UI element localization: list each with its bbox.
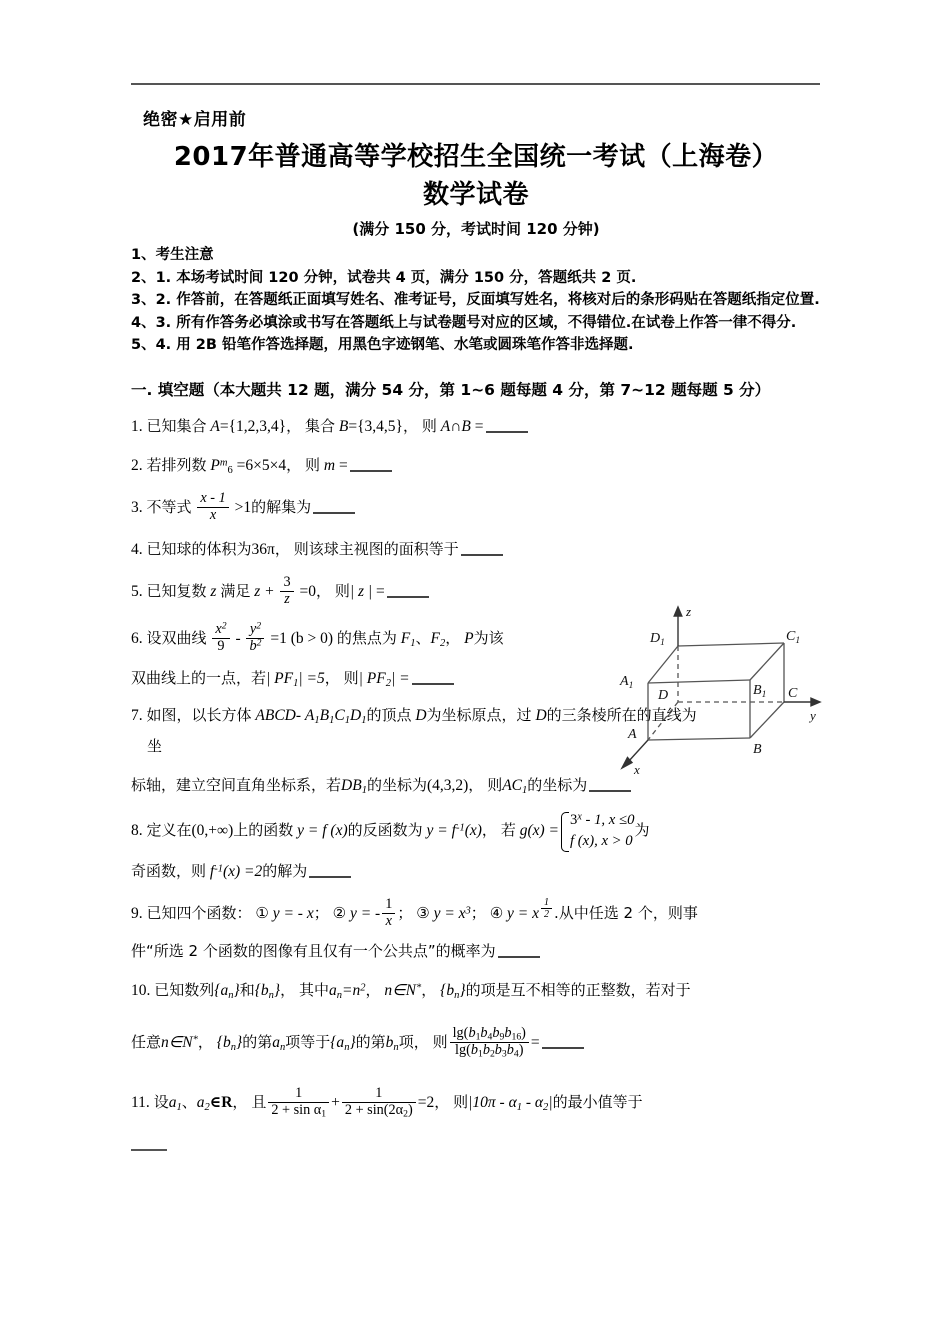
notice-item [131, 244, 821, 267]
q9-tail: .从中任选 2 个，则事 [553, 903, 698, 922]
q7-dash: - [295, 706, 302, 724]
q11-and: 且 [251, 1092, 267, 1111]
q8-line2-lead: 奇函数，则 [131, 861, 207, 880]
q6-answer-blank[interactable] [412, 683, 454, 685]
q4-number: 4. [131, 540, 143, 558]
q7-solid-abcd: ABCD [255, 706, 296, 724]
notice-text: 考生注意 [155, 247, 214, 263]
q7-lead: 如图，以长方体 [146, 705, 252, 724]
label-a1: $A_1$ [620, 674, 634, 691]
edge-c1-b1 [750, 643, 784, 680]
q11-equals-2: =2 [417, 1093, 435, 1111]
q6-minus: - [235, 629, 241, 647]
q7-ac1: $AC_1$ [502, 776, 528, 796]
q8-function: y = f (x) [297, 821, 348, 839]
q6-line2-then: 则 [343, 668, 359, 687]
q7-mid: 的顶点 [366, 705, 412, 724]
q11-fraction-1 [268, 1086, 329, 1119]
question-10: 10. 已知数列$\{a_n\}$和$\{b_n\}$， 其中$a_n=n^2$， n∈N*， $\{b_n\}$的项是互不相等的正整数，若对于 [131, 980, 691, 1001]
q1-number: 1. [131, 417, 143, 435]
notice-item [131, 289, 821, 312]
q8-piecewise-cases [559, 810, 634, 853]
edge-b-c [750, 702, 784, 738]
q9-item-3-marker: ③ [416, 903, 430, 922]
question-1: 1. 已知集合 A={1,2,3,4}， 集合 B={3,4,5}， 则 A∩B = [131, 409, 821, 444]
q1-set-b-var: B [338, 417, 349, 435]
q11-tail: 的最小值等于 [552, 1092, 643, 1111]
q2-answer-blank[interactable] [350, 470, 392, 472]
q8-mid-c: 若 [500, 820, 516, 839]
axis-x-line [628, 740, 648, 762]
q5-variable: z [210, 582, 217, 600]
q1-set-a-var: A [210, 417, 220, 435]
q9-answer-blank[interactable] [498, 956, 540, 958]
q8-case-1: 3$^x$ - 1, x ≤0 [570, 811, 635, 828]
q9-item-1-marker: ① [255, 903, 269, 922]
section-heading-fill-in-blanks: 一. 填空题（本大题共 12 题，满分 54 分，第 1~6 题每题 4 分，第 7~12 题每题 5 分） [131, 380, 771, 399]
q7-answer-blank[interactable] [589, 790, 631, 792]
q2-permutation-sup: m [219, 456, 228, 468]
q8-domain: (0,+∞) [191, 821, 234, 839]
q3-fraction-numerator: x - 1 [200, 489, 226, 506]
q6-focus-1: $F_1$ [400, 629, 416, 649]
q10-line2-n-in-natural: n∈N* [161, 1033, 198, 1051]
q5-number: 5. [131, 582, 143, 600]
q6-number: 6. [131, 629, 143, 647]
q1-set-b-value: ={3,4,5} [348, 417, 403, 435]
notice-lead: 2、 [131, 269, 156, 286]
q7-line2-tail: 的坐标为 [527, 775, 588, 794]
q6-lead: 设双曲线 [146, 628, 207, 647]
q5-text-a: 已知复数 [146, 581, 207, 600]
edge-d1-c1 [678, 643, 784, 646]
q10-line2-e: 项， [398, 1032, 429, 1051]
q3-tail: 的解集为 [251, 497, 312, 516]
q11-fraction-2 [342, 1086, 416, 1119]
q7-tail: 的三条棱所在的直线为 [546, 705, 697, 724]
notice-item [131, 312, 821, 335]
q2-permutation-symbol: P [210, 456, 220, 474]
cuboid-svg [608, 598, 830, 778]
question-8-line2 [131, 854, 821, 889]
q7-db1: $DB_1$ [341, 776, 367, 796]
q10-number: 10. [131, 981, 151, 999]
q9-item-3: $y = x^3$ [433, 904, 471, 922]
q8-lead: 定义在 [146, 820, 192, 839]
edge-a1-b1 [648, 680, 750, 683]
q9-item-2-fraction [382, 897, 395, 930]
q10-equals: = [530, 1033, 540, 1051]
question-8: 8. 定义在(0,+∞)上的函数 y = f (x)的反函数为 $y = f^{-1}(x)$， 若 g(x) = $3^x - 1$, x ≤0 f (x), x > 0 为 [131, 807, 821, 854]
edge-d1-a1 [648, 646, 678, 683]
q8-mid-a: 上的函数 [233, 820, 294, 839]
q9-item-2-denominator: x [382, 913, 395, 930]
q6-point-p: P [464, 629, 474, 647]
q6-tail: 为该 [473, 628, 504, 647]
notice-item [131, 334, 821, 357]
q10-line2-then: 则 [432, 1032, 448, 1051]
q5-answer-blank[interactable] [387, 596, 429, 598]
header-divider [131, 83, 820, 85]
candidate-notice-list [131, 244, 821, 357]
q5-then: 则 [334, 581, 350, 600]
notice-lead: 1、 [131, 247, 156, 263]
q10-line2-c: 项等于 [285, 1032, 331, 1051]
q8-case-2: f (x), x > 0 [570, 832, 633, 849]
q5-fraction-denominator: z [280, 591, 293, 608]
q11-then: 则 [453, 1092, 469, 1111]
label-axis-x: x [634, 762, 640, 777]
label-axis-z: z [686, 604, 692, 619]
q5-fraction [280, 575, 293, 608]
exam-score-time-note: (满分 150 分，考试时间 120 分钟) [352, 220, 600, 238]
question-2: 2. 若排列数 $P^m_6 =6\times 5\times 4$， 则 m = [131, 448, 821, 483]
q11-a2: $a_2$ [196, 1093, 210, 1113]
q10-log-fraction [450, 1026, 529, 1059]
q1-equals: = [474, 417, 484, 435]
q11-in-reals: ∈R [209, 1093, 233, 1111]
q2-variable: m [323, 456, 336, 474]
notice-lead: 4、 [131, 314, 156, 331]
q8-inverse-function: $y = f^{-1}(x)$ [426, 821, 482, 839]
secret-notice: 绝密★启用前 [143, 110, 247, 130]
q6-pf2: | $PF_2|$ = [358, 669, 410, 689]
q7-number: 7. [131, 706, 143, 724]
q5-absolute-value: | z | [349, 582, 373, 600]
q7-line2-lead: 标轴，建立空间直角坐标系，若 [131, 775, 342, 794]
q11-a1: $a_1$ [168, 1093, 182, 1113]
q10-line2-sequence-a: $\{a_n\}$ [330, 1033, 356, 1053]
question-9: 9. 已知四个函数： ① y = - x； ② y = - $\frac{1}{x}$ ； ③ $y = x^3$； ④ y = x $^{\frac{1}{2}}$ .从中任选 2 个，则事 [131, 895, 698, 929]
q6-fraction-1-denominator: 9 [212, 638, 229, 655]
q10-an-definition: $a_n=n^2$ [329, 981, 366, 1001]
q9-number: 9. [131, 904, 143, 922]
page-subtitle: 数学试卷 [422, 180, 529, 210]
q3-fraction-denominator: x [197, 507, 228, 524]
q8-number: 8. [131, 821, 143, 839]
question-4: 4. 已知球的体积为36π， 则该球主视图的面积等于 [131, 532, 821, 567]
q11-absolute-expression: $|10\pi - \alpha_1 - \alpha_2|$ [468, 1093, 553, 1113]
q10-and: 和 [239, 980, 255, 999]
q8-line2-b: 的解为 [262, 861, 308, 880]
q1-set-a-value: ={1,2,3,4} [219, 417, 287, 435]
question-11: 11. 设$a_1$、$a_2\in R$， 且 $\frac{1}{2 + \sin \alpha_1}$ + $\frac{1}{2 + \sin(2\alpha_2)}$ =2， 则$|10\pi - \alpha_1 - \alpha_2|$的最小值等于 [131, 1084, 643, 1120]
q4-text-b: 则该球主视图的面积等于 [293, 539, 459, 558]
q11-dun: 、 [181, 1092, 197, 1111]
q1-mid: 集合 [305, 416, 336, 435]
q10-line2-an: $a_n$ [272, 1033, 286, 1053]
q6-focus-2: $F_2$ [430, 629, 446, 649]
question-7-line2: 标轴，建立空间直角坐标系，若$DB_1$的坐标为(4,3,2)， 则$AC_1$的坐标为 [131, 768, 821, 803]
q10-sequence-a: $\{a_n\}$ [214, 981, 240, 1001]
q10-log-numerator: $\lg(b_1b_4b_9b_{16})$ [452, 1024, 526, 1043]
q2-permutation-sub: 6 [227, 464, 233, 476]
q9-item-2-numerator: 1 [385, 895, 393, 912]
q10-mid-a: 其中 [299, 980, 330, 999]
q6-pf1: | $PF_1| =5$ [266, 669, 325, 689]
q6-mid: 的焦点为 [336, 628, 397, 647]
q10-line2-b: 的第 [242, 1032, 273, 1051]
q7-coordinate: (4,3,2) [426, 776, 469, 794]
label-c1: $C_1$ [786, 629, 801, 646]
q11-fraction-2-numerator: 1 [375, 1084, 383, 1101]
axis-z-arrow [674, 607, 682, 616]
notice-lead: 5、 [131, 337, 156, 353]
q9-item-4-marker: ④ [489, 903, 504, 922]
q6-fraction-1-numerator: $x^2$ [215, 620, 227, 637]
q2-equals: = [338, 456, 348, 474]
q4-value: 36π [251, 540, 275, 558]
label-b1: $B_1$ [753, 683, 767, 700]
question-6: 6. 设双曲线 $\frac{x^2}{9}$ - $\frac{y^2}{b^2}$ =1 (b > 0) 的焦点为 $F_1$、$F_2$， P为该 [131, 620, 504, 654]
q6-fraction-1 [212, 622, 229, 655]
q3-fraction [197, 491, 228, 524]
label-d1: $D_1$ [650, 631, 665, 648]
q7-vertex-d: D [415, 706, 427, 724]
edge-d-a-hidden [648, 702, 678, 740]
q11-lead: 设 [153, 1092, 169, 1111]
label-c: C [788, 686, 798, 701]
notice-text: 4. 用 2B 铅笔作答选择题，用黑色字迹钢笔、水笔或圆珠笔作答非选择题. [155, 337, 634, 353]
q5-expression-tail: =0 [299, 582, 316, 600]
edge-a-b [648, 738, 750, 740]
q1-answer-blank[interactable] [486, 431, 528, 433]
q10-sequence-b-ref: $\{b_n\}$ [440, 981, 466, 1001]
q9-item-2-marker: ② [332, 903, 347, 922]
q3-number: 3. [131, 498, 143, 516]
question-10-line2: 任意n∈N*， $\{b_n\}$的第$a_n$项等于$\{a_n\}$的第$b_n$项， 则 $\frac{\lg(b_1b_4b_9b_{16})}{\lg(b_1b_2b_3b_4)}$ = [131, 1018, 821, 1067]
notice-text: 3. 所有作答务必填涂或书写在答题纸上与试卷题号对应的区域，不得错位.在试卷上作答一律不得分. [155, 314, 797, 331]
q10-line2-lead: 任意 [131, 1032, 162, 1051]
q10-line2-d: 的第 [355, 1032, 386, 1051]
question-9-line2 [131, 934, 821, 969]
question-5: 5. 已知复数 z 满足 z + $\frac{3}{z}$ =0， 则| z | = [131, 571, 821, 612]
q9-lead: 已知四个函数： [146, 903, 252, 922]
q6-line2-lead: 双曲线上的一点，若 [131, 668, 267, 687]
q9-item-1: y = - x [272, 904, 314, 922]
q7-line2-then: 则 [487, 775, 503, 794]
q4-answer-blank[interactable] [461, 554, 503, 556]
q10-log-denominator: $\lg(b_1b_2b_3b_4)$ [450, 1042, 529, 1059]
q1-then: 则 [421, 416, 437, 435]
q6-equation: =1 (b > 0) [270, 629, 334, 647]
q11-fraction-1-denominator: $2 + \sin \alpha_1$ [268, 1102, 329, 1119]
q9-item-4: y = x $^{\frac{1}{2}}$ [507, 905, 554, 922]
q5-fraction-numerator: 3 [283, 573, 291, 590]
q7-mid2: 为坐标原点，过 [426, 705, 532, 724]
q11-fraction-1-numerator: 1 [295, 1084, 303, 1101]
q2-value: =6×5×4 [236, 456, 287, 474]
question-3 [131, 487, 821, 528]
q11-answer-blank[interactable] [131, 1149, 167, 1151]
notice-lead: 3、 [131, 292, 156, 308]
notice-text: 1. 本场考试时间 120 分钟，试卷共 4 页，满分 150 分，答题纸共 2 页. [155, 269, 637, 286]
q11-number: 11. [131, 1093, 150, 1111]
q2-then: 则 [304, 455, 320, 474]
q6-fraction-2 [246, 622, 264, 655]
q8-inverse-eq: $f^{-1}(x) =2$ [209, 862, 263, 880]
q5-text-b: 满足 [220, 581, 251, 600]
label-d: D [658, 688, 669, 703]
q8-g-function: g(x) = [519, 821, 559, 839]
q10-answer-blank[interactable] [542, 1047, 584, 1049]
q5-expression-lead: z + [254, 582, 275, 600]
q6-fraction-2-numerator: $y^2$ [249, 620, 262, 637]
q10-sequence-b: $\{b_n\}$ [254, 981, 281, 1001]
label-a: A [628, 727, 637, 742]
q4-text-a: 已知球的体积为 [146, 539, 252, 558]
q8-mid-b: 的反函数为 [347, 820, 423, 839]
q10-line2-bn: $b_n$ [385, 1033, 399, 1053]
notice-text: 2. 作答前，在答题纸正面填写姓名、准考证号，反面填写姓名，将核对后的条形码贴在答题纸指定位置. [155, 292, 820, 308]
q10-n-in-natural: n∈N* [384, 981, 422, 999]
q1-lead: 已知集合 [146, 416, 207, 435]
q6-dun: 、 [415, 628, 431, 647]
question-11-line2 [131, 1128, 821, 1162]
question-6-line2: 双曲线上的一点，若| $PF_1| =5$， 则| $PF_2|$ = [131, 661, 821, 696]
q3-lead: 不等式 [146, 497, 192, 516]
q7-vertex-d-2: D [535, 706, 547, 724]
q5-equals: = [376, 582, 385, 600]
q10-mid-c: 的项是互不相等的正整数，若对于 [465, 980, 691, 999]
q9-line2: 件“所选 2 个函数的图像有且仅有一个公共点”的概率为 [131, 941, 496, 960]
axis-y-arrow [811, 698, 820, 706]
cuboid-coordinate-diagram [608, 598, 830, 778]
q11-plus: + [331, 1093, 340, 1111]
notice-item [131, 267, 821, 290]
q1-expression: A∩B [440, 417, 471, 435]
q11-fraction-2-denominator: $2 + \sin(2\alpha_2)$ [342, 1102, 416, 1119]
label-b: B [753, 742, 762, 757]
vertex-labels [619, 629, 800, 757]
q7-wrap-word: 坐 [147, 736, 163, 755]
page-title: 2017年普通高等学校招生全国统一考试（上海卷） [173, 142, 779, 172]
label-axis-y: y [810, 708, 816, 723]
q6-fraction-2-denominator: $b^2$ [246, 638, 264, 655]
q9-item-2-lead: y = - [349, 904, 381, 922]
q10-line2-sequence-b: $\{b_n\}$ [216, 1033, 243, 1053]
q7-solid-a1b1c1d1: $A_1B_1C_1D_1$ [304, 706, 367, 726]
q7-line2-b: 的坐标为 [366, 775, 427, 794]
q3-answer-blank[interactable] [313, 512, 355, 514]
q8-answer-blank[interactable] [309, 876, 351, 878]
q2-number: 2. [131, 456, 143, 474]
q3-relation: >1 [234, 498, 252, 516]
q8-tail: 为 [634, 820, 650, 839]
q10-lead: 已知数列 [154, 980, 215, 999]
q2-lead: 若排列数 [146, 455, 207, 474]
